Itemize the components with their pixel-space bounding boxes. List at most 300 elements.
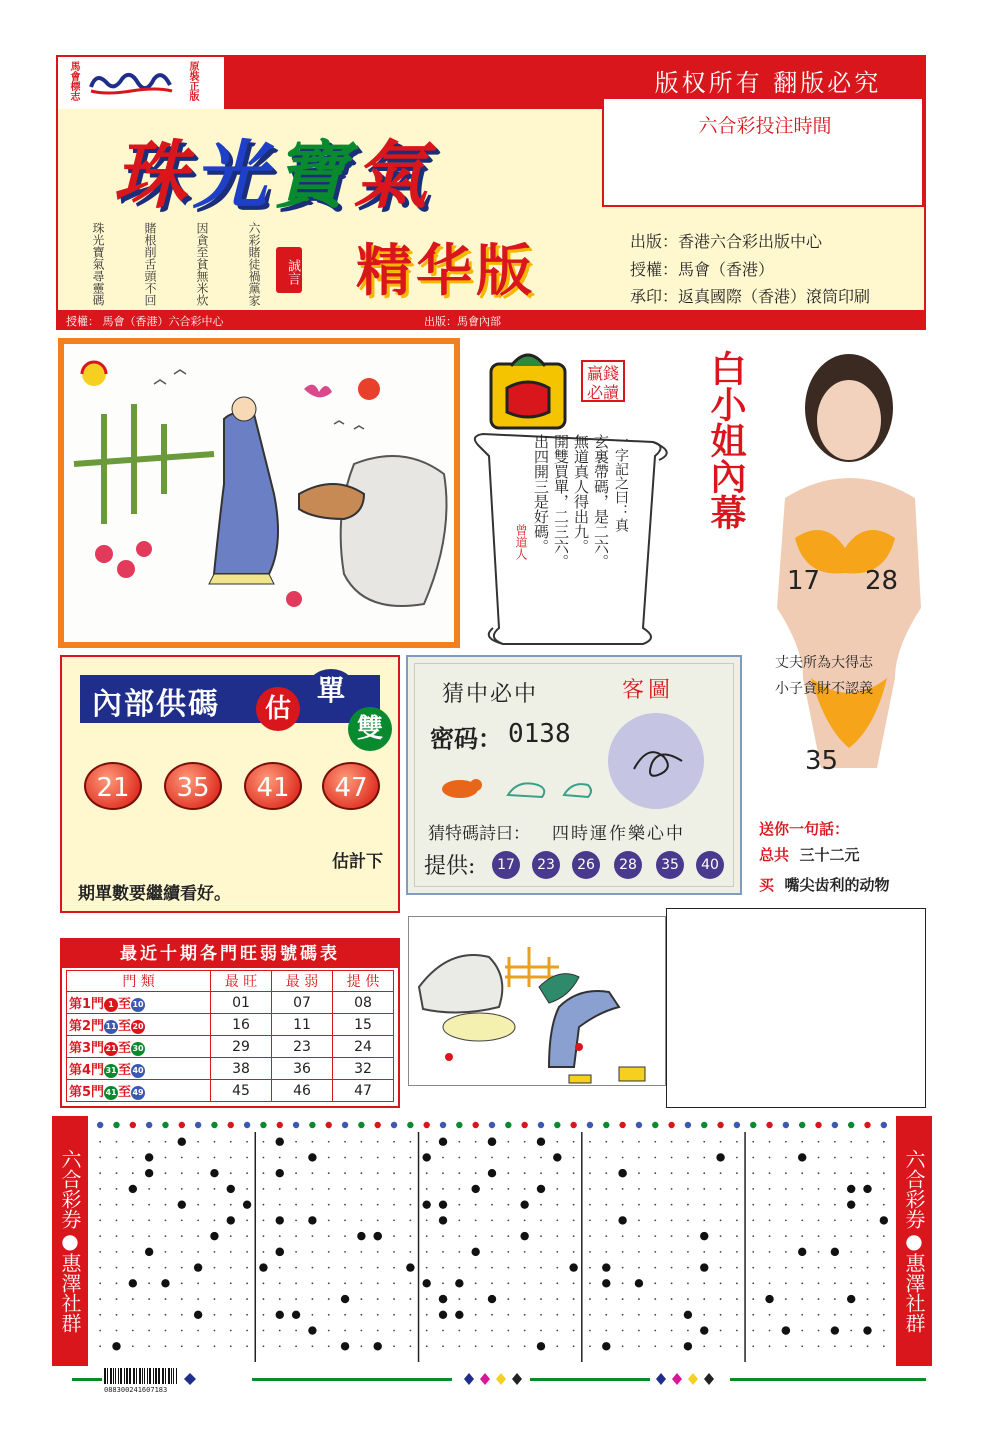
grid-cell-dot <box>295 1235 297 1237</box>
grid-cell-dot <box>442 1251 444 1253</box>
printer-line: 承印：返真國際（香港）滾筒印刷 <box>630 287 871 306</box>
grid-cell-dot <box>507 1330 509 1332</box>
guess-title: 猜中必中 <box>442 682 539 707</box>
scroll-line-4: 開雙買單，二三六。 <box>552 434 570 569</box>
grid-mark-dot <box>145 1169 153 1177</box>
grid-cell-dot <box>458 1204 460 1206</box>
grid-mark-dot <box>439 1311 447 1319</box>
grid-cell-dot <box>605 1157 607 1159</box>
barcode-bar <box>118 1368 119 1384</box>
table-row <box>67 992 394 1014</box>
grid-cell-dot <box>197 1204 199 1206</box>
grid-cell-dot <box>589 1141 591 1143</box>
grid-cell-dot <box>752 1188 754 1190</box>
grid-cell-dot <box>312 1251 314 1253</box>
grid-cell-dot <box>99 1172 101 1174</box>
barcode-bar <box>149 1368 151 1384</box>
grid-cell-dot <box>263 1141 265 1143</box>
barcode-bar <box>124 1368 125 1384</box>
grid-cell-dot <box>99 1282 101 1284</box>
grid-cell-dot <box>883 1345 885 1347</box>
grid-header-dot <box>668 1122 674 1128</box>
grid-cell-dot <box>720 1282 722 1284</box>
grid-cell-dot <box>752 1345 754 1347</box>
barcode-number: 088300241607183 <box>104 1386 168 1394</box>
grid-cell-dot <box>736 1220 738 1222</box>
grid-header-dot <box>521 1122 527 1128</box>
grid-cell-dot <box>818 1204 820 1206</box>
grid-cell-dot <box>507 1188 509 1190</box>
table-row <box>67 1014 394 1036</box>
logo-right-text: 原裝正版 <box>187 61 198 101</box>
riddle-scribble-icon <box>608 713 704 809</box>
barcode-bar <box>107 1368 108 1384</box>
grid-cell-dot <box>165 1204 167 1206</box>
grid-cell-dot <box>377 1172 379 1174</box>
grid-header-dot <box>375 1122 381 1128</box>
grid-cell-dot <box>605 1204 607 1206</box>
grid-cell-dot <box>589 1345 591 1347</box>
grid-cell-dot <box>409 1345 411 1347</box>
grid-cell-dot <box>426 1330 428 1332</box>
grid-cell-dot <box>328 1188 330 1190</box>
grid-cell-dot <box>165 1314 167 1316</box>
grid-cell-dot <box>605 1330 607 1332</box>
grid-header-dot <box>554 1122 560 1128</box>
grid-mark-dot <box>537 1185 545 1193</box>
grid-cell-dot <box>458 1172 460 1174</box>
grid-cell-dot <box>197 1298 199 1300</box>
painting-illustration <box>64 344 454 642</box>
grid-cell-dot <box>409 1282 411 1284</box>
grid-cell-dot <box>214 1330 216 1332</box>
grid-cell-dot <box>507 1204 509 1206</box>
grid-cell-dot <box>671 1157 673 1159</box>
grid-cell-dot <box>344 1251 346 1253</box>
grid-cell-dot <box>703 1298 705 1300</box>
grid-cell-dot <box>573 1298 575 1300</box>
grid-cell-dot <box>720 1330 722 1332</box>
grid-cell-dot <box>785 1345 787 1347</box>
grid-cell-dot <box>393 1141 395 1143</box>
grid-cell-dot <box>622 1282 624 1284</box>
grid-cell-dot <box>377 1330 379 1332</box>
grid-mark-dot <box>227 1185 235 1193</box>
grid-cell-dot <box>834 1141 836 1143</box>
grid-cell-dot <box>426 1235 428 1237</box>
grid-cell-dot <box>295 1188 297 1190</box>
supply-cell: 47 <box>333 1080 394 1102</box>
grid-cell-dot <box>263 1314 265 1316</box>
grid-cell-dot <box>883 1330 885 1332</box>
grid-cell-dot <box>540 1220 542 1222</box>
barcode-bar <box>126 1368 128 1384</box>
grid-cell-dot <box>295 1330 297 1332</box>
verse-column: 珠光寶氣尋靈碼 <box>91 222 105 306</box>
grid-cell-dot <box>197 1172 199 1174</box>
grid-cell-dot <box>703 1345 705 1347</box>
grid-cell-dot <box>818 1220 820 1222</box>
grid-cell-dot <box>393 1298 395 1300</box>
grid-cell-dot <box>883 1141 885 1143</box>
grid-cell-dot <box>148 1330 150 1332</box>
grid-cell-dot <box>360 1298 362 1300</box>
grid-cell-dot <box>687 1188 689 1190</box>
grid-cell-dot <box>687 1235 689 1237</box>
grid-header-dot <box>799 1122 805 1128</box>
grid-cell-dot <box>622 1330 624 1332</box>
grid-cell-dot <box>638 1330 640 1332</box>
grid-mark-dot <box>863 1185 871 1193</box>
grid-cell-dot <box>393 1330 395 1332</box>
grid-cell-dot <box>312 1141 314 1143</box>
grid-cell-dot <box>850 1314 852 1316</box>
grid-cell-dot <box>687 1204 689 1206</box>
grid-cell-dot <box>99 1330 101 1332</box>
grid-header-dot <box>342 1122 348 1128</box>
grid-mark-dot <box>243 1200 251 1208</box>
grid-cell-dot <box>622 1141 624 1143</box>
grid-cell-dot <box>132 1172 134 1174</box>
grid-cell-dot <box>181 1251 183 1253</box>
grid-cell-dot <box>393 1204 395 1206</box>
grid-mark-dot <box>765 1295 773 1303</box>
grid-cell-dot <box>246 1188 248 1190</box>
model-number: 17 <box>787 566 821 596</box>
grid-cell-dot <box>540 1251 542 1253</box>
grid-cell-dot <box>377 1188 379 1190</box>
barcode-bar <box>139 1368 141 1384</box>
grid-cell-dot <box>181 1298 183 1300</box>
grid-cell-dot <box>850 1345 852 1347</box>
grid-cell-dot <box>507 1298 509 1300</box>
grid-cell-dot <box>589 1157 591 1159</box>
grid-cell-dot <box>295 1141 297 1143</box>
grid-mark-dot <box>129 1279 137 1287</box>
grid-cell-dot <box>263 1157 265 1159</box>
barcode-bar <box>147 1368 148 1384</box>
table-row <box>67 1058 394 1080</box>
grid-cell-dot <box>834 1314 836 1316</box>
scroll-line-3: 無道真人得出九。 <box>572 434 590 554</box>
grid-cell-dot <box>752 1235 754 1237</box>
grid-cell-dot <box>556 1267 558 1269</box>
grid-mark-dot <box>422 1200 430 1208</box>
grid-cell-dot <box>524 1220 526 1222</box>
grid-cell-dot <box>214 1141 216 1143</box>
grid-cell-dot <box>475 1345 477 1347</box>
grid-cell-dot <box>263 1172 265 1174</box>
dot-grid-chart <box>92 1120 892 1362</box>
grid-cell-dot <box>344 1157 346 1159</box>
tip-value: 嘴尖齿利的动物 <box>784 876 890 894</box>
supply-cell: 24 <box>333 1036 394 1058</box>
grid-cell-dot <box>622 1157 624 1159</box>
grid-mark-dot <box>145 1153 153 1161</box>
grid-header-dot <box>162 1122 168 1128</box>
grid-cell-dot <box>834 1188 836 1190</box>
grid-header-dot <box>603 1122 609 1128</box>
grid-cell-dot <box>246 1267 248 1269</box>
grid-cell-dot <box>605 1141 607 1143</box>
grid-cell-dot <box>181 1314 183 1316</box>
grid-cell-dot <box>834 1345 836 1347</box>
grid-header-dot <box>440 1122 446 1128</box>
grid-mark-dot <box>537 1342 545 1350</box>
grid-cell-dot <box>556 1251 558 1253</box>
grid-mark-dot <box>520 1232 528 1240</box>
grid-cell-dot <box>687 1220 689 1222</box>
grid-cell-dot <box>181 1157 183 1159</box>
grid-cell-dot <box>671 1141 673 1143</box>
grid-cell-dot <box>491 1220 493 1222</box>
grid-cell-dot <box>524 1172 526 1174</box>
footer-rule <box>72 1378 102 1381</box>
grid-cell-dot <box>720 1314 722 1316</box>
grid-cell-dot <box>165 1172 167 1174</box>
grid-cell-dot <box>867 1204 869 1206</box>
grid-mark-dot <box>488 1295 496 1303</box>
grid-cell-dot <box>181 1172 183 1174</box>
grid-cell-dot <box>736 1251 738 1253</box>
grid-cell-dot <box>458 1157 460 1159</box>
grid-mark-dot <box>308 1153 316 1161</box>
table-row <box>67 1080 394 1102</box>
grid-cell-dot <box>540 1157 542 1159</box>
grid-cell-dot <box>850 1172 852 1174</box>
grid-cell-dot <box>752 1314 754 1316</box>
model-title: 白小姐內幕 <box>705 350 747 530</box>
grid-mark-dot <box>276 1311 284 1319</box>
grid-cell-dot <box>769 1188 771 1190</box>
grid-cell-dot <box>344 1141 346 1143</box>
grid-cell-dot <box>834 1220 836 1222</box>
grid-header-dot <box>505 1122 511 1128</box>
grid-cell-dot <box>344 1220 346 1222</box>
gate-cell: 第5門41至49 <box>67 1080 211 1102</box>
grid-cell-dot <box>687 1157 689 1159</box>
grid-mark-dot <box>308 1216 316 1224</box>
hot-cell: 29 <box>211 1036 272 1058</box>
grid-cell-dot <box>246 1330 248 1332</box>
grid-cell-dot <box>377 1204 379 1206</box>
grid-cell-dot <box>312 1172 314 1174</box>
grid-cell-dot <box>458 1330 460 1332</box>
grid-cell-dot <box>850 1235 852 1237</box>
grid-cell-dot <box>589 1172 591 1174</box>
grid-cell-dot <box>834 1172 836 1174</box>
grid-cell-dot <box>720 1204 722 1206</box>
scroll-panel <box>463 338 691 648</box>
grid-cell-dot <box>524 1298 526 1300</box>
grid-cell-dot <box>622 1267 624 1269</box>
stats-table <box>66 970 394 1102</box>
grid-cell-dot <box>409 1157 411 1159</box>
supply-ball: 23 <box>532 851 560 879</box>
grid-cell-dot <box>132 1314 134 1316</box>
grid-cell-dot <box>214 1220 216 1222</box>
internal-title: 內部供碼 <box>92 687 220 722</box>
grid-cell-dot <box>785 1204 787 1206</box>
grid-mark-dot <box>112 1342 120 1350</box>
grid-cell-dot <box>426 1345 428 1347</box>
barcode-bar <box>115 1368 116 1384</box>
scroll-line-5: 出四開三是好碼。 <box>532 434 550 554</box>
grid-cell-dot <box>605 1235 607 1237</box>
lottery-dot-grid <box>52 1116 932 1366</box>
grid-header-dot <box>619 1122 625 1128</box>
grid-cell-dot <box>638 1251 640 1253</box>
grid-cell-dot <box>312 1298 314 1300</box>
barcode-bar <box>173 1368 174 1384</box>
verse-column: 因貪至貧無米炊 <box>195 222 209 306</box>
barcode-bar <box>168 1368 170 1384</box>
grid-cell-dot <box>165 1157 167 1159</box>
barcode-bar <box>155 1368 157 1384</box>
grid-mark-dot <box>553 1153 561 1161</box>
grid-cell-dot <box>116 1235 118 1237</box>
grid-cell-dot <box>442 1330 444 1332</box>
grid-cell-dot <box>230 1235 232 1237</box>
grid-cell-dot <box>540 1330 542 1332</box>
grid-cell-dot <box>850 1267 852 1269</box>
grid-mark-dot <box>471 1185 479 1193</box>
grid-cell-dot <box>132 1220 134 1222</box>
grid-cell-dot <box>230 1330 232 1332</box>
grid-cell-dot <box>867 1157 869 1159</box>
grid-cell-dot <box>573 1157 575 1159</box>
grid-cell-dot <box>524 1282 526 1284</box>
grid-cell-dot <box>181 1345 183 1347</box>
grid-cell-dot <box>279 1330 281 1332</box>
grid-cell-dot <box>736 1141 738 1143</box>
grid-cell-dot <box>475 1314 477 1316</box>
grid-cell-dot <box>263 1204 265 1206</box>
barcode-bar <box>129 1368 131 1384</box>
grid-header-dot <box>750 1122 756 1128</box>
grid-cell-dot <box>295 1298 297 1300</box>
grid-cell-dot <box>230 1345 232 1347</box>
grid-cell-dot <box>573 1188 575 1190</box>
grid-cell-dot <box>818 1172 820 1174</box>
grid-cell-dot <box>507 1220 509 1222</box>
grid-cell-dot <box>671 1188 673 1190</box>
grid-cell-dot <box>279 1282 281 1284</box>
number-ball: 47 <box>322 762 380 810</box>
grid-cell-dot <box>720 1188 722 1190</box>
stats-title: 最近十期各門旺弱號碼表 <box>62 940 398 968</box>
grid-cell-dot <box>867 1235 869 1237</box>
grid-mark-dot <box>210 1232 218 1240</box>
grid-cell-dot <box>556 1314 558 1316</box>
grid-cell-dot <box>785 1220 787 1222</box>
grid-cell-dot <box>752 1267 754 1269</box>
barcode-bar <box>104 1368 106 1384</box>
grid-cell-dot <box>214 1204 216 1206</box>
grid-cell-dot <box>524 1188 526 1190</box>
grid-header-dot <box>228 1122 234 1128</box>
grid-cell-dot <box>769 1172 771 1174</box>
grid-cell-dot <box>312 1314 314 1316</box>
grid-cell-dot <box>818 1282 820 1284</box>
gate-cell: 第3門21至30 <box>67 1036 211 1058</box>
grid-cell-dot <box>883 1204 885 1206</box>
grid-cell-dot <box>377 1157 379 1159</box>
grid-cell-dot <box>671 1251 673 1253</box>
grid-cell-dot <box>148 1282 150 1284</box>
grid-cell-dot <box>377 1267 379 1269</box>
grid-cell-dot <box>883 1282 885 1284</box>
password-value: 0138 <box>508 719 571 749</box>
grid-cell-dot <box>165 1141 167 1143</box>
table-header: 門 類 <box>67 971 211 992</box>
grid-cell-dot <box>638 1157 640 1159</box>
grid-cell-dot <box>638 1188 640 1190</box>
grid-cell-dot <box>785 1141 787 1143</box>
grid-header-dot <box>538 1122 544 1128</box>
grid-cell-dot <box>703 1282 705 1284</box>
grid-cell-dot <box>312 1267 314 1269</box>
supply-cell: 08 <box>333 992 394 1014</box>
grid-cell-dot <box>312 1188 314 1190</box>
double-badge: 雙 <box>348 707 392 751</box>
grid-cell-dot <box>165 1251 167 1253</box>
zodiac-animals-icon <box>438 767 598 807</box>
grid-cell-dot <box>99 1157 101 1159</box>
grid-cell-dot <box>475 1282 477 1284</box>
grid-cell-dot <box>556 1204 558 1206</box>
title-char-2: 光 <box>193 133 273 219</box>
grid-cell-dot <box>475 1267 477 1269</box>
grid-cell-dot <box>409 1220 411 1222</box>
grid-cell-dot <box>491 1251 493 1253</box>
grid-cell-dot <box>785 1157 787 1159</box>
table-row <box>67 1036 394 1058</box>
grid-cell-dot <box>197 1330 199 1332</box>
grid-cell-dot <box>507 1282 509 1284</box>
grid-cell-dot <box>491 1330 493 1332</box>
internal-note: 期單數要繼續看好。 <box>78 884 231 904</box>
grid-cell-dot <box>360 1220 362 1222</box>
cold-cell: 36 <box>272 1058 333 1080</box>
grid-cell-dot <box>328 1267 330 1269</box>
grid-cell-dot <box>769 1251 771 1253</box>
grid-cell-dot <box>458 1188 460 1190</box>
grid-cell-dot <box>703 1188 705 1190</box>
grid-cell-dot <box>328 1220 330 1222</box>
grid-cell-dot <box>801 1330 803 1332</box>
grid-cell-dot <box>507 1345 509 1347</box>
grid-cell-dot <box>850 1220 852 1222</box>
model-number: 28 <box>865 566 899 596</box>
grid-cell-dot <box>556 1188 558 1190</box>
grid-cell-dot <box>654 1204 656 1206</box>
grid-header-dot <box>309 1122 315 1128</box>
grid-cell-dot <box>214 1298 216 1300</box>
grid-cell-dot <box>654 1141 656 1143</box>
grid-cell-dot <box>312 1235 314 1237</box>
hot-cell: 16 <box>211 1014 272 1036</box>
copyright-notice: 版权所有 翻版必究 <box>654 69 882 97</box>
grid-cell-dot <box>867 1314 869 1316</box>
grid-cell-dot <box>654 1282 656 1284</box>
grid-cell-dot <box>442 1345 444 1347</box>
grid-cell-dot <box>99 1188 101 1190</box>
grid-cell-dot <box>132 1204 134 1206</box>
grid-cell-dot <box>883 1251 885 1253</box>
grid-mark-dot <box>618 1216 626 1224</box>
grid-cell-dot <box>834 1267 836 1269</box>
